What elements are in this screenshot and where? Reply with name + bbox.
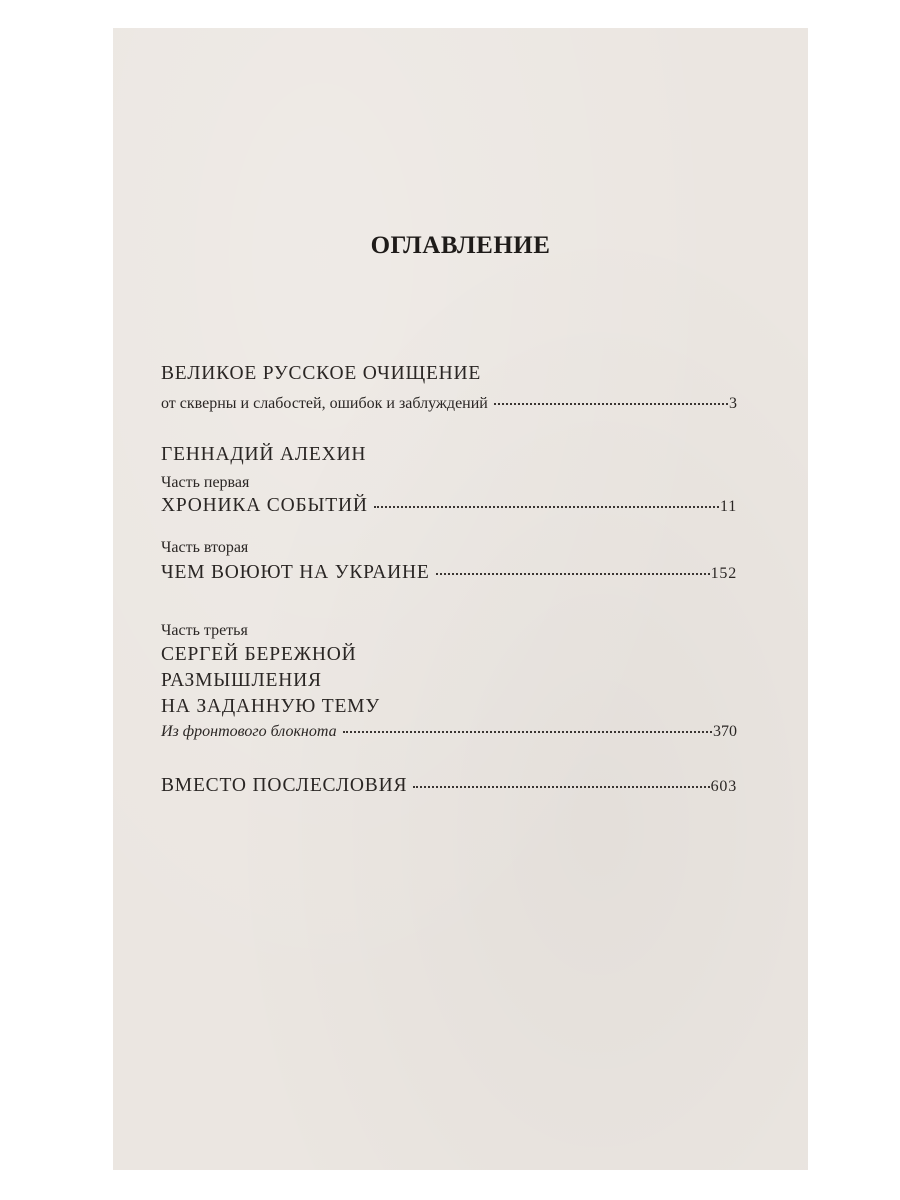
part1-page-number: 11 xyxy=(719,498,737,515)
afterword-page-number: 603 xyxy=(710,778,737,795)
dot-leader xyxy=(436,573,710,575)
part2-title: ЧЕМ ВОЮЮТ НА УКРАИНЕ xyxy=(161,562,430,583)
dot-leader xyxy=(343,731,712,733)
toc-entry-afterword xyxy=(161,774,737,798)
toc-entry-part3 xyxy=(161,722,737,742)
afterword-title: ВМЕСТО ПОСЛЕСЛОВИЯ xyxy=(161,775,408,796)
dot-leader xyxy=(413,786,709,788)
part3-author: СЕРГЕЙ БЕРЕЖНОЙ xyxy=(161,644,357,665)
part2-page-number: 152 xyxy=(710,565,737,582)
toc-title: ОГЛАВЛЕНИЕ xyxy=(370,232,551,259)
section1-page-number: 3 xyxy=(729,395,737,412)
section1-subtitle: от скверны и слабостей, ошибок и заблуждений xyxy=(161,395,488,412)
part3-label: Часть третья xyxy=(161,622,248,639)
toc-entry-part1 xyxy=(161,494,737,518)
part1-label: Часть первая xyxy=(161,474,250,491)
dot-leader xyxy=(374,506,719,508)
part3-title-line1: РАЗМЫШЛЕНИЯ xyxy=(161,670,322,691)
part3-subtitle: Из фронтового блокнота xyxy=(161,723,337,740)
dot-leader xyxy=(494,403,728,405)
author1-name: ГЕННАДИЙ АЛЕХИН xyxy=(161,444,367,465)
part3-title-line2: НА ЗАДАННУЮ ТЕМУ xyxy=(161,696,380,717)
book-page xyxy=(113,28,808,1170)
part1-title: ХРОНИКА СОБЫТИЙ xyxy=(161,495,368,516)
toc-entry-section1 xyxy=(161,394,737,414)
section1-heading: ВЕЛИКОЕ РУССКОЕ ОЧИЩЕНИЕ xyxy=(161,363,482,384)
part2-label: Часть вторая xyxy=(161,539,249,556)
toc-entry-part2 xyxy=(161,561,737,585)
part3-page-number: 370 xyxy=(713,723,737,740)
